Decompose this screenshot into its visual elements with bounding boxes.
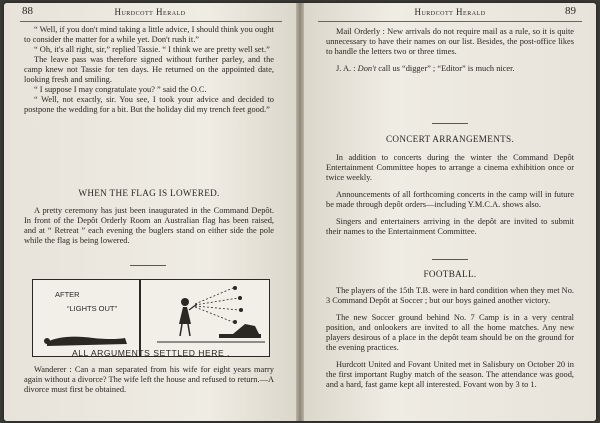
ja-paragraph xyxy=(326,64,574,74)
concert-paragraph: Announcements of all forthcoming concerts in the camp will in future be made through depôt orders—including Y.M.C.A. shows also. xyxy=(326,190,574,209)
right-page-number: 89 xyxy=(565,5,576,17)
cartoon-illustration xyxy=(33,280,269,356)
correspondence xyxy=(326,27,574,74)
story-continuation xyxy=(24,25,274,115)
section-divider xyxy=(432,123,468,124)
ja-label: J. A. : xyxy=(336,64,358,73)
right-header-rule xyxy=(318,21,582,22)
mail-orderly-paragraph: Mail Orderly : New arrivals do not require mail as a rule, so it is quite unnecessary to have their names on our list. Besides, the post-office likes to handle the letters two or three times. xyxy=(326,27,574,56)
flag-heading: WHEN THE FLAG IS LOWERED. xyxy=(78,188,220,198)
section-divider xyxy=(130,265,166,266)
football-article xyxy=(326,286,574,390)
wanderer-paragraph: Wanderer : Can a man separated from his wife for eight years marry again without a divorce? The wife left the house and refused to return.—A divorce must first be obtained. xyxy=(24,365,274,394)
cartoon-caption: ALL ARGUMENTS SETTLED HERE . xyxy=(72,348,230,358)
book-spread xyxy=(4,3,596,421)
story-paragraph: “ Well, if you don't mind taking a little advice, I should think you ought to consider the matter for a while yet. Don't rush it.” xyxy=(24,25,274,44)
right-page xyxy=(304,3,596,421)
football-paragraph: The new Soccer ground behind No. 7 Camp is in a very central position, and onlookers are invited to all the home matches. Any new players desirous of a place in the depôt team should be on the ground for the evening practices. xyxy=(326,313,574,352)
concert-heading: CONCERT ARRANGEMENTS. xyxy=(385,134,515,144)
ja-rest: call us “digger” ; “Editor” is much nicer. xyxy=(376,64,515,73)
left-header-rule xyxy=(20,21,282,22)
cartoon-label-lights-out: “LIGHTS OUT” xyxy=(67,304,117,313)
story-paragraph: “ I suppose I may congratulate you? ” said the O.C. xyxy=(34,85,207,94)
section-divider xyxy=(432,259,468,260)
left-running-head: Hurdcott Herald xyxy=(114,7,186,17)
football-heading: FOOTBALL. xyxy=(423,269,477,279)
flag-article xyxy=(24,206,274,246)
right-running-head: Hurdcott Herald xyxy=(414,7,486,17)
story-paragraph: “ Well, not exactly, sir. You see, I took your advice and decided to postpone the wedding for a bit. But the holiday did my trench feet good.” xyxy=(24,95,274,114)
concert-paragraph: Singers and entertainers arriving in the depôt are invited to submit their names to the Entertainment Committee. xyxy=(326,217,574,236)
ja-emphasis: Don't xyxy=(357,64,377,73)
football-paragraph: The players of the 15th T.B. were in hard condition when they met No. 3 Command Depôt at Soccer ; but our boys gained another victory. xyxy=(326,286,574,305)
cartoon-label-after: AFTER xyxy=(55,290,80,299)
football-paragraph: Hurdcott United and Fovant United met in Salisbury on October 20 in the first important Rugby match of the season. The attendance was good, and a hard, fast game kept all interested. Fovant won by 3 to 1. xyxy=(326,360,574,389)
wanderer-answer xyxy=(24,365,274,395)
story-paragraph: “ Oh, it's all right, sir,” replied Tassie. “ I think we are pretty well set.” xyxy=(34,45,270,54)
book-gutter xyxy=(296,3,304,421)
story-paragraph: The leave pass was therefore signed without further parley, and the camp knew not Tassie for ten days. He returned on the appointed date, looking fresh and smiling. xyxy=(24,55,274,84)
flag-paragraph: A pretty ceremony has just been inaugurated in the Command Depôt. In front of the Depôt Orderly Room an Australian flag has been raised, and at “ Retreat ” each evening the buglers stand on either side the pole while the flag is being lowered. xyxy=(24,206,274,245)
concert-paragraph: In addition to concerts during the winter the Command Depôt Entertainment Committee hopes to arrange a cinema exhibition once or twice weekly. xyxy=(326,153,574,182)
left-page xyxy=(4,3,296,421)
concert-article xyxy=(326,153,574,237)
left-page-number: 88 xyxy=(22,5,33,17)
cartoon-panel xyxy=(32,279,270,357)
